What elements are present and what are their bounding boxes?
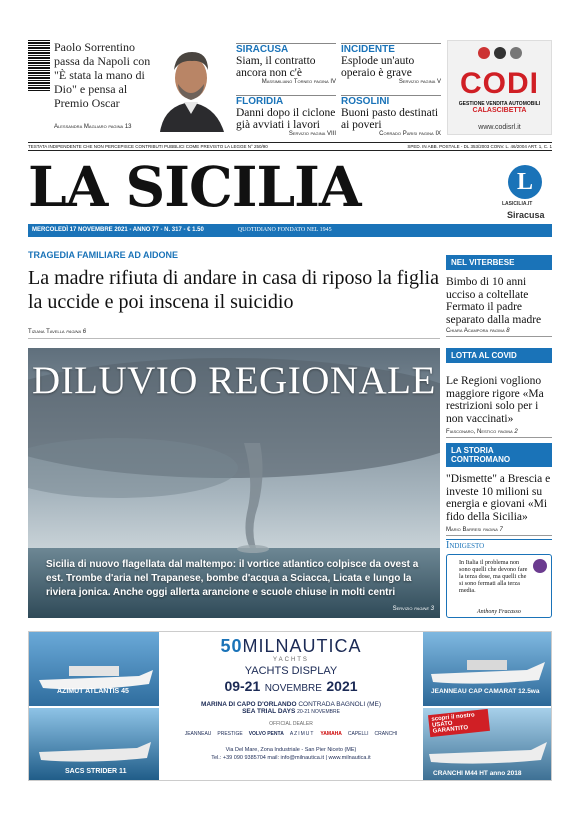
car-brand-icon [510, 47, 522, 59]
masthead-title[interactable]: LA SICILIA [28, 154, 361, 219]
sidebar-item-storia[interactable] [446, 443, 552, 536]
byline-page: pagina 8 [489, 328, 510, 334]
codi-brand: CODI [460, 67, 539, 100]
strap-right: SPED. IN ABB. POSTALE - DL 353/2003 CONV. L. 46/2004 ART. 1, C. 1 [407, 144, 552, 149]
boat-photo-tr [423, 632, 552, 706]
lead-story[interactable] [28, 250, 440, 314]
sea-trial: SEA TRIAL DAYS [242, 708, 296, 715]
indigesto-frame [446, 554, 552, 618]
milnautica-center [163, 632, 419, 781]
byline-page: pagina 6 [66, 329, 87, 335]
sidebar-item-viterbese[interactable] [446, 255, 552, 337]
venue: MARINA DI CAPO D'ORLANDO [200, 701, 297, 708]
venue-extra: CONTRADA BAGNOLI (ME) [298, 701, 382, 708]
teaser-rosolini-kicker: ROSOLINI [341, 96, 390, 107]
car-brand-icon [478, 47, 490, 59]
barcode [28, 40, 50, 92]
teaser-floridia-kicker: FLORIDIA [236, 96, 284, 107]
teaser-siracusa-kicker: SIRACUSA [236, 44, 289, 55]
byline-author: Alessandra Magliaro [54, 124, 107, 130]
codi-sub2: CALASCIBETTA [472, 107, 527, 114]
milnautica-address: Via Del Mare, Zona Industriale - San Pier Niceto (ME) [225, 747, 357, 753]
byline-page: pagina VIII [310, 131, 336, 137]
sea-trial-dates: 20-21 NOVEMBRE [297, 709, 340, 715]
sidebar-head: LA STORIA CONTROMANO [446, 443, 552, 467]
sidebar-byline [446, 527, 552, 536]
byline-page: pagine 3 [414, 606, 434, 612]
lead-title: La madre rifiuta di andare in casa di riposo la figlia la uccide e poi inscena il suicidio [28, 267, 439, 313]
sorrentino-photo [150, 40, 232, 132]
milnautica-number: 50 [220, 636, 243, 656]
portrait-image [150, 40, 232, 132]
milnautica-dates [163, 678, 419, 696]
sidebar-text: "Dismette" a Brescia e investe 10 milioni su energia e giovani «Mi fido della Sicilia» [446, 473, 551, 523]
byline-author: Mario Barresi [446, 527, 482, 533]
logo-letter-icon: L [516, 169, 533, 195]
teaser-incidente-title: Esplode un'auto operaio è grave [341, 55, 415, 79]
teaser-incidente-byline [341, 79, 441, 85]
boat-photo-br [423, 708, 552, 781]
dates-year: 2021 [326, 678, 358, 694]
milnautica-brand-sub: YACHTS [273, 657, 309, 663]
ad-milnautica[interactable] [28, 631, 552, 781]
sidebar-byline [446, 429, 552, 438]
boat-label-bl: SACS STRIDER 11 [65, 768, 127, 775]
byline-page: pagina 7 [483, 527, 503, 533]
byline-author: Servizio [392, 606, 413, 612]
teaser-incidente[interactable] [341, 43, 441, 85]
photo-story[interactable] [28, 348, 440, 618]
dates-month: NOVEMBRE [264, 683, 322, 694]
codi-url[interactable]: www.codisrl.it [478, 124, 521, 131]
teaser-siracusa-byline [236, 79, 336, 85]
byline-page: pagina IV [313, 79, 336, 85]
lasicilia-logo[interactable] [508, 165, 542, 199]
dateline-bar [28, 224, 552, 237]
founded: QUOTIDIANO FONDATO NEL 1945 [237, 227, 332, 233]
car-brand-icon [494, 47, 506, 59]
photo-caption: Sicilia di nuovo flagellata dal maltempo: il vortice atlantico colpisce da ovest a est. Trombe d'aria nel Trapanese, bombe d'acqua a Sciacca, Licata e lungo la riviera jonica. Anche oggi allerta arancione e scuole chiuse in molti centri [46, 559, 419, 598]
dates-range: 09-21 [224, 678, 261, 694]
logo-site[interactable]: LASICILIA.IT [502, 201, 533, 207]
photo-headline: DILUVIO REGIONALE [32, 359, 436, 402]
sidebar-item-covid[interactable] [446, 348, 552, 438]
byline-page: pagina 2 [497, 429, 518, 435]
dealer-logo: PRESTIGE [217, 731, 243, 737]
teaser-sorrentino-text: Paolo Sorrentino passa da Napoli con "È stata la mano di Dio" e pensa al Premio Oscar [54, 40, 151, 110]
sidebar-head: LOTTA AL COVID [446, 348, 552, 363]
dealer-logo: JEANNEAU [184, 731, 212, 737]
teaser-rosolini-title: Buoni pasto destinati ai poveri [341, 107, 439, 131]
byline-author: Servizio [398, 79, 419, 85]
indigesto-box[interactable] [446, 539, 552, 618]
ad-codi[interactable] [447, 40, 552, 135]
edition-name: Siracusa [507, 210, 545, 220]
byline-author: Chiara Acampora [446, 328, 489, 334]
byline-author: Tiziana Tavella [28, 329, 65, 335]
sidebar-text: Bimbo di 10 anni ucciso a coltellate Fermato il padre separato dalla madre [446, 276, 542, 326]
lead-kicker: TRAGEDIA FAMILIARE AD AIDONE [28, 250, 178, 260]
milnautica-trial-line [163, 708, 419, 715]
teaser-siracusa[interactable] [236, 43, 336, 85]
teaser-floridia-byline [236, 131, 336, 137]
dealer-logo: CRANCHI [374, 731, 398, 737]
milnautica-venue-line [163, 701, 419, 708]
strap-left: TESTATA INDIPENDENTE CHE NON PERCEPISCE CONTRIBUTI PUBBLICI COME PREVISTO LA LEGGE N° 250/90 [28, 144, 268, 149]
milnautica-brand: MILNAUTICA [242, 636, 362, 656]
byline-author: Corrado Parisi [379, 131, 418, 137]
milnautica-logo [163, 636, 419, 657]
milnautica-display: YACHTS DISPLAY [244, 665, 338, 677]
teaser-floridia[interactable] [236, 95, 336, 137]
milnautica-contacts[interactable]: Tel.: +39 090 9385704 mail: info@milnautica.it | www.milnautica.it [211, 755, 371, 761]
boat-label-tl: AZIMUT ATLANTIS 45 [57, 688, 129, 695]
byline-author: Fiasconaro, Nestico [446, 429, 497, 435]
indigesto-head: Indigesto [446, 540, 485, 551]
boat-photo-bl [29, 708, 159, 781]
usato-promo-badge[interactable]: scopri il nostro USATO GARANTITO [428, 709, 490, 737]
masthead-strap [28, 142, 552, 151]
dateline: MERCOLEDÌ 17 NOVEMBRE 2021 - ANNO 77 - N. 317 - € 1.50 [32, 227, 204, 233]
dealer-logo: AZIMUT [289, 731, 315, 737]
dealer-logos [163, 731, 419, 737]
photo-byline [393, 606, 434, 612]
indigesto-text: In Italia il problema non sono quelli che devono fare la terza dose, ma quelli che si sono fermati alla terza media. [459, 559, 528, 594]
milnautica-official: OFFICIAL DEALER [269, 721, 313, 727]
teaser-rosolini[interactable] [341, 95, 441, 137]
codi-sub1: GESTIONE VENDITA AUTOMOBILI [458, 101, 541, 107]
byline-author: Massimiliano Torneo [261, 79, 313, 85]
byline-author: Servizio [288, 131, 309, 137]
indigesto-stamp-icon [533, 559, 547, 573]
byline-page: pagina IX [418, 131, 441, 137]
teaser-sorrentino-byline [54, 124, 132, 130]
dealer-logo: CAPELLI [347, 731, 369, 737]
teaser-sorrentino[interactable] [54, 40, 154, 110]
byline-page: pagina V [420, 79, 441, 85]
boat-label-tr: JEANNEAU CAP CAMARAT 12.5wa [431, 688, 540, 695]
car-logos-strip [448, 47, 551, 61]
dealer-logo: YAMAHA [320, 731, 342, 737]
teaser-incidente-kicker: INCIDENTE [341, 44, 395, 55]
sidebar-text: Le Regioni vogliono maggiore rigore «Ma restrizioni solo per i non vaccinati» [446, 375, 544, 425]
lead-byline [28, 329, 86, 335]
teaser-floridia-title: Danni dopo il ciclone già avviati i lavori [236, 107, 336, 131]
boat-label-br: CRANCHI M44 HT anno 2018 [433, 770, 522, 777]
lead-rule [28, 338, 440, 339]
byline-page: pagina 13 [108, 124, 132, 130]
sidebar-head: NEL VITERBESE [446, 255, 552, 270]
teaser-rosolini-byline [341, 131, 441, 137]
dealer-logo: VOLVO PENTA [248, 731, 284, 737]
teaser-siracusa-title: Siam, il contratto ancora non c'è [236, 55, 316, 79]
indigesto-author: Anthony Fracasso [477, 609, 521, 615]
boat-photo-tl [29, 632, 159, 706]
sidebar-byline [446, 328, 552, 337]
